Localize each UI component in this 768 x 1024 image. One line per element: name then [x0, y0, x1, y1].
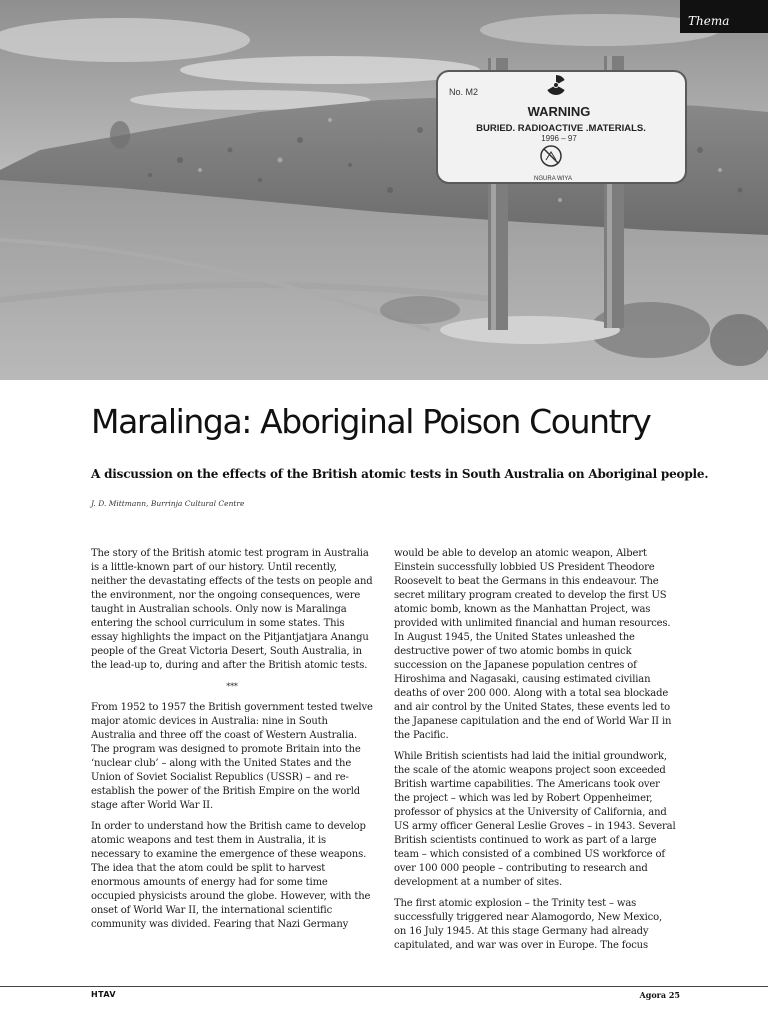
sign-number: No. M2 — [449, 87, 479, 97]
sign-footer: NGURA WIYA — [534, 176, 572, 182]
footer-divider — [0, 986, 768, 987]
paragraph: would be able to develop an atomic weapon, Albert Einstein successfully lobbied US President Theodore Roosevelt to beat the Germans in this endeavour. The secret military program created to develop the first US atomic bomb, known as the Manhattan Project, was provided with unlimited financial and human resources. In August 1945, the United States unleashed the destructive power of two atomic bombs in quick succession on the Japanese population centres of Hiroshima and Nagasaki, causing estimated civilian deaths of over 200 000. Along with a total sea blockade and air control by the United States, these events led to the Japanese capitulation and the end of World War II in the Pacific. — [394, 548, 672, 741]
right-column — [394, 547, 676, 960]
sign-years: 1996 – 97 — [541, 134, 577, 143]
left-column — [91, 547, 373, 939]
hero-photo — [0, 0, 768, 380]
article-title: Maralinga: Aboriginal Poison Country — [91, 402, 651, 441]
section-separator: *** — [226, 682, 238, 691]
article-subtitle: A discussion on the effects of the British atomic tests in South Australia on Aboriginal people. — [91, 467, 709, 481]
paragraph: From 1952 to 1957 the British government tested twelve major atomic devices in Australia: nine in South Australia and three off the coast of Western Australia. The program was designed to promote Britain into the ‘nuclear club’ – along with the United States and the Union of Soviet Socialist Republics (USSR) – and re-establish the power of the British Empire on the world stage after World War II. — [91, 702, 373, 811]
radiation-icon — [545, 74, 567, 96]
paragraph: The first atomic explosion – the Trinity test – was successfully triggered near Alamogordo, New Mexico, on 16 July 1945. At this stage Germany had already capitulated, and war was over in Europe. The focus — [394, 898, 663, 951]
sign-line-warning: WARNING — [527, 104, 591, 119]
paragraph: The story of the British atomic test program in Australia is a little-known part of our history. Until recently, neither the devastating effects of the tests on people and the environment, nor the ongoing consequences, were taught in Australian schools. Only now is Maralinga entering the school curriculum in some states. This essay highlights the impact on the Pitjantjatjara Anangu people of the Great Victoria Desert, South Australia, in the lead-up to, during and after the British atomic tests. — [91, 548, 373, 671]
sign-line-materials: BURIED. RADIOACTIVE .MATERIALS. — [476, 123, 646, 134]
paragraph: In order to understand how the British came to develop atomic weapons and test them in Australia, it is necessary to examine the emergence of these weapons. The idea that the atom could be split to harvest enormous amounts of energy had for some time occupied physicists around the globe. However, with the onset of World War II, the international scientific community was divided. Fearing that Nazi Germany — [91, 821, 371, 930]
section-tab: Thema — [680, 0, 768, 33]
paragraph: While British scientists had laid the initial groundwork, the scale of the atomic weapons project soon exceeded British wartime capabilities. The Americans took over the project – which was led by Robert Oppenheimer, professor of physics at the University of California, and US army officer General Leslie Groves – in 1943. Several British scientists continued to work as part of a large team – which consisted of a combined US workforce of over 100 000 people – contributing to research and development at a number of sites. — [394, 751, 676, 888]
page-number: Agora 25 — [639, 990, 680, 1000]
article-author: J. D. Mittmann, Burrinja Cultural Centre — [91, 499, 245, 508]
publisher-logo: HTAV — [91, 990, 116, 999]
